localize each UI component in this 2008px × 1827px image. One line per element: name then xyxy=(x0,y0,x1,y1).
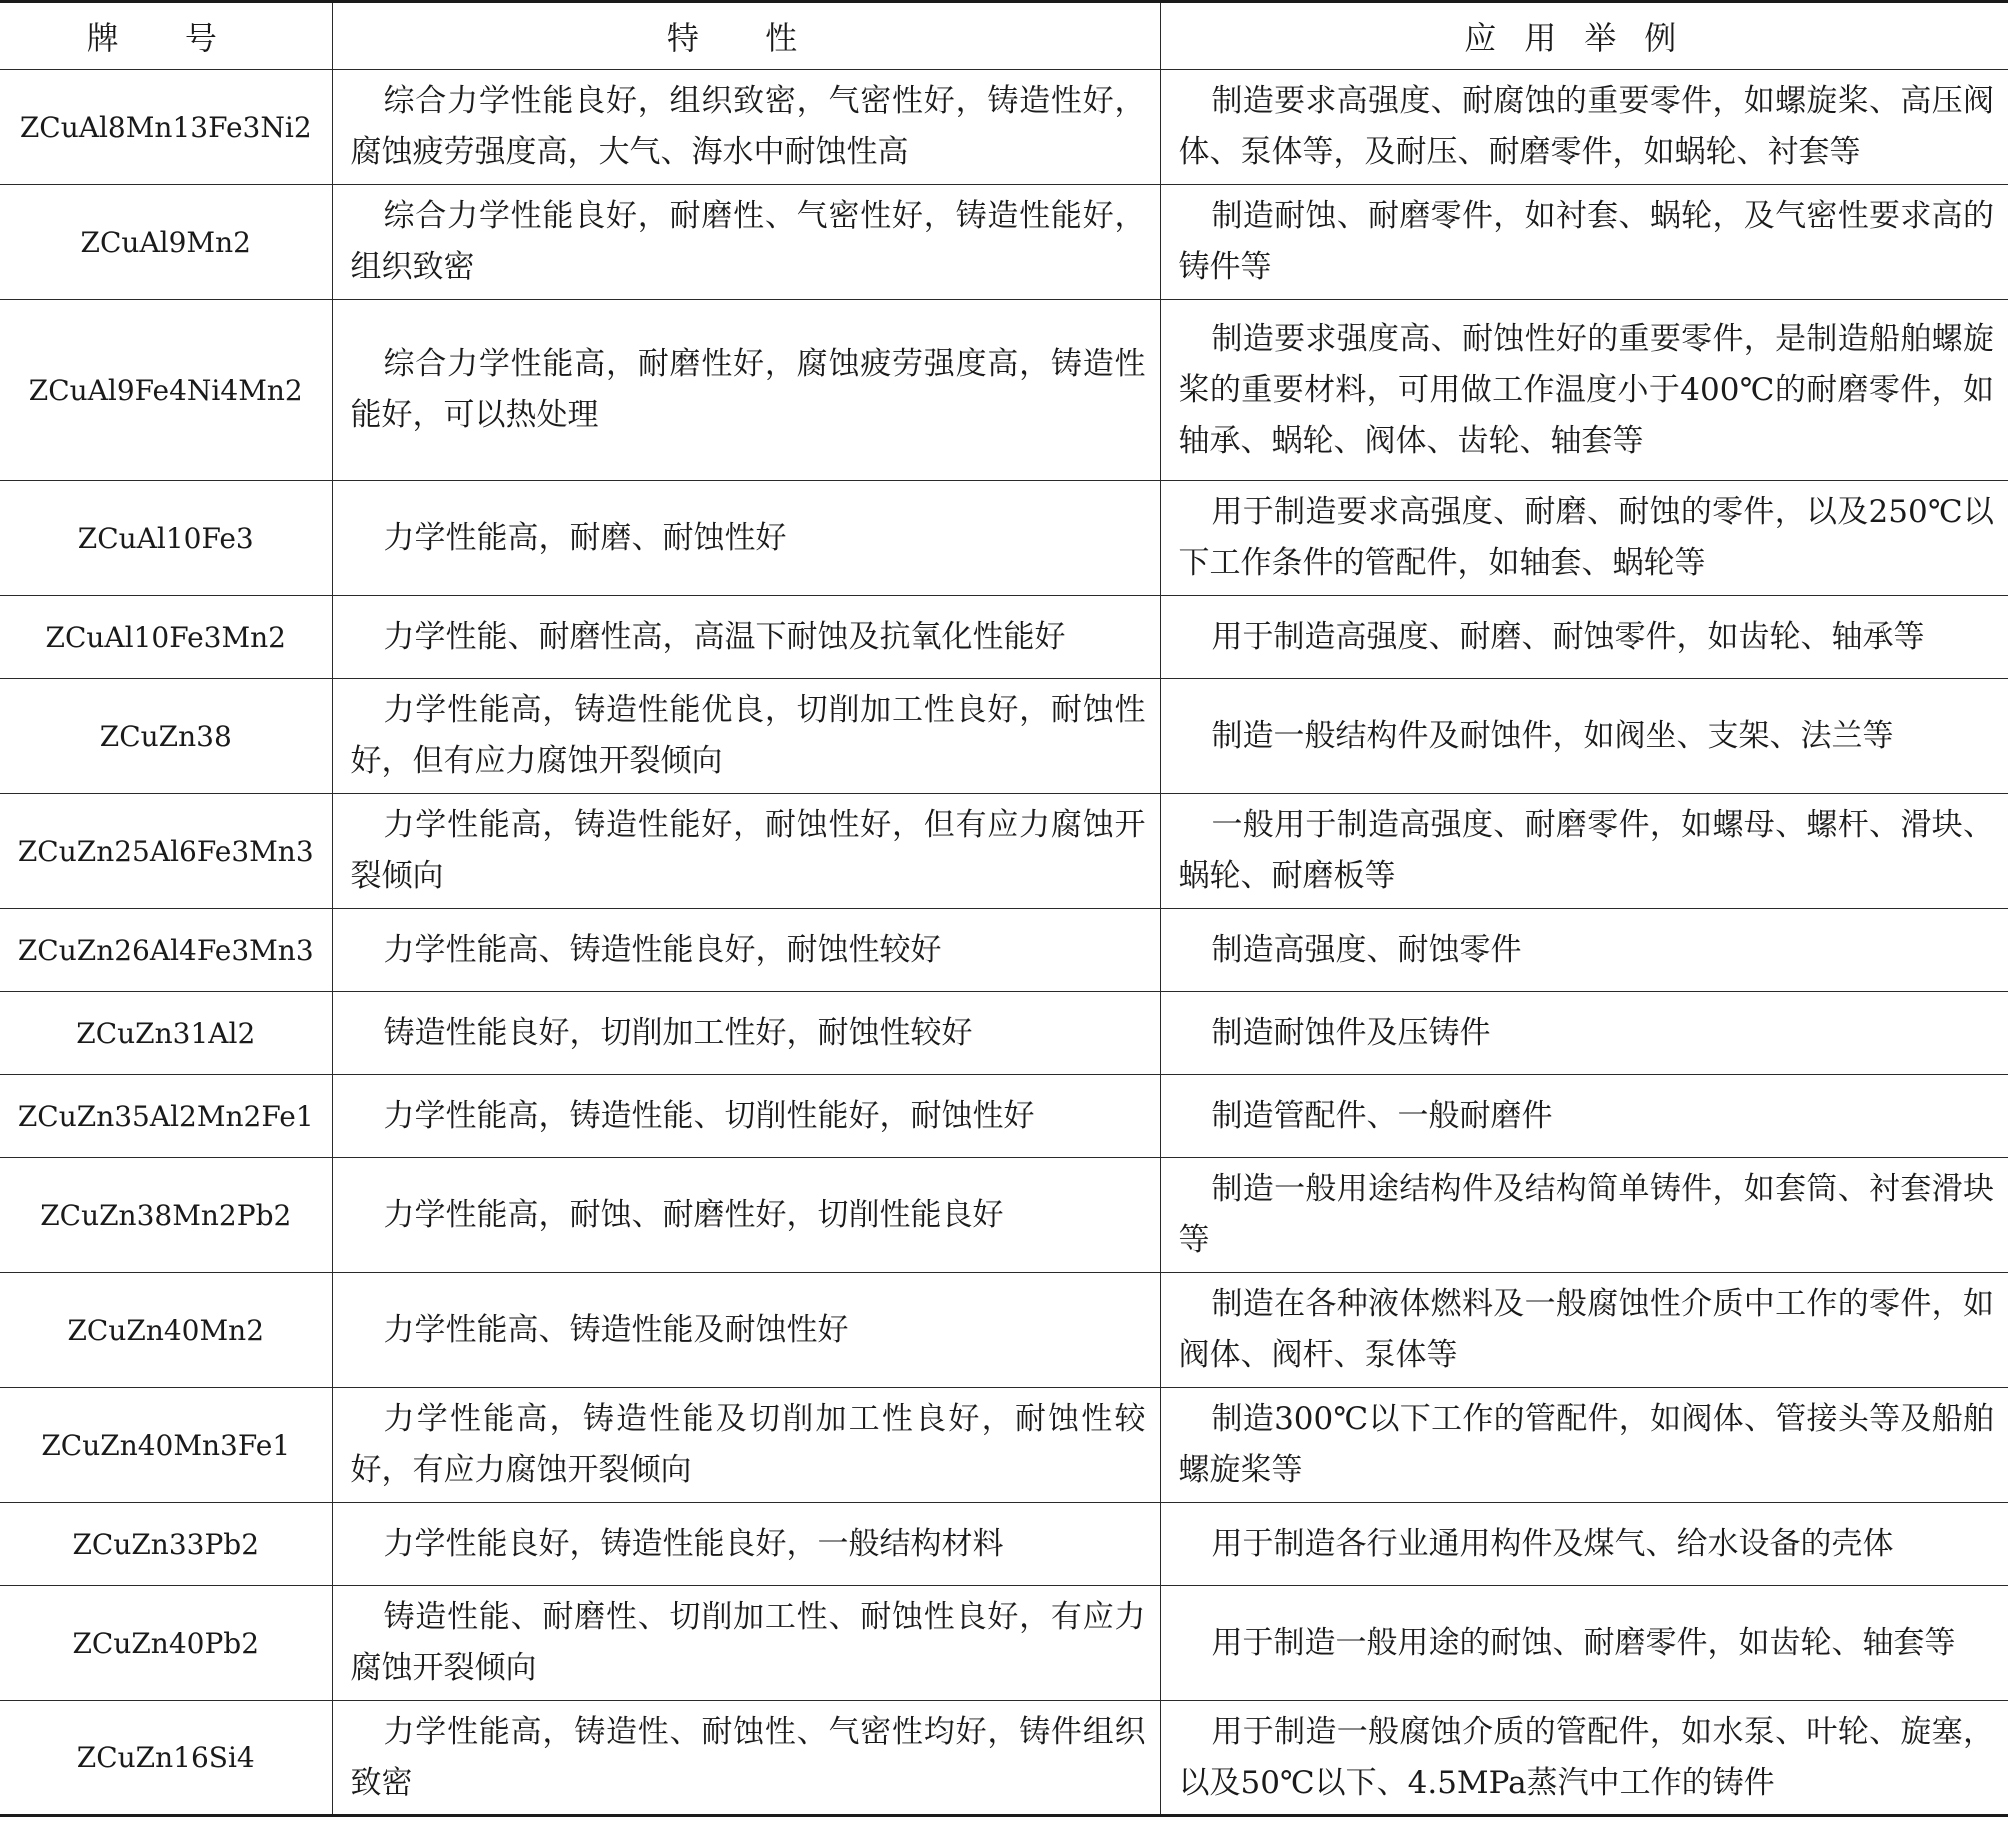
grade-cell: ZCuAl10Fe3 xyxy=(0,481,332,596)
grade-cell: ZCuZn25Al6Fe3Mn3 xyxy=(0,794,332,909)
grade-cell: ZCuZn31Al2 xyxy=(0,992,332,1075)
table-row xyxy=(0,300,2008,481)
properties-cell: 力学性能高，铸造性能及切削加工性良好，耐蚀性较好，有应力腐蚀开裂倾向 xyxy=(332,1388,1160,1503)
header-grade: 牌 号 xyxy=(0,2,332,70)
table-row xyxy=(0,1586,2008,1701)
header-row xyxy=(0,2,2008,70)
table-row xyxy=(0,70,2008,185)
table-body xyxy=(0,70,2008,1816)
applications-cell: 用于制造一般用途的耐蚀、耐磨零件，如齿轮、轴套等 xyxy=(1160,1586,2008,1701)
applications-cell: 用于制造一般腐蚀介质的管配件，如水泵、叶轮、旋塞，以及50℃以下、4.5MPa蒸汽中工作的铸件 xyxy=(1160,1701,2008,1816)
header-applications: 应用举例 xyxy=(1160,2,2008,70)
table-row xyxy=(0,1388,2008,1503)
properties-cell: 铸造性能、耐磨性、切削加工性、耐蚀性良好，有应力腐蚀开裂倾向 xyxy=(332,1586,1160,1701)
applications-cell: 用于制造要求高强度、耐磨、耐蚀的零件，以及250℃以下工作条件的管配件，如轴套、蜗轮等 xyxy=(1160,481,2008,596)
applications-cell: 制造300℃以下工作的管配件，如阀体、管接头等及船舶螺旋桨等 xyxy=(1160,1388,2008,1503)
applications-cell: 制造高强度、耐蚀零件 xyxy=(1160,909,2008,992)
table-row xyxy=(0,596,2008,679)
applications-cell: 制造要求高强度、耐腐蚀的重要零件，如螺旋桨、高压阀体、泵体等，及耐压、耐磨零件，如蜗轮、衬套等 xyxy=(1160,70,2008,185)
applications-cell: 制造一般结构件及耐蚀件，如阀坐、支架、法兰等 xyxy=(1160,679,2008,794)
table-row xyxy=(0,481,2008,596)
grade-cell: ZCuZn40Mn2 xyxy=(0,1273,332,1388)
table-row xyxy=(0,679,2008,794)
grade-cell: ZCuAl8Mn13Fe3Ni2 xyxy=(0,70,332,185)
applications-cell: 制造耐蚀件及压铸件 xyxy=(1160,992,2008,1075)
table-row xyxy=(0,992,2008,1075)
applications-cell: 制造在各种液体燃料及一般腐蚀性介质中工作的零件，如阀体、阀杆、泵体等 xyxy=(1160,1273,2008,1388)
applications-cell: 制造耐蚀、耐磨零件，如衬套、蜗轮，及气密性要求高的铸件等 xyxy=(1160,185,2008,300)
properties-cell: 铸造性能良好，切削加工性好，耐蚀性较好 xyxy=(332,992,1160,1075)
grade-cell: ZCuZn33Pb2 xyxy=(0,1503,332,1586)
properties-cell: 力学性能高、铸造性能良好，耐蚀性较好 xyxy=(332,909,1160,992)
properties-cell: 综合力学性能良好，耐磨性、气密性好，铸造性能好，组织致密 xyxy=(332,185,1160,300)
properties-cell: 综合力学性能高，耐磨性好，腐蚀疲劳强度高，铸造性能好，可以热处理 xyxy=(332,300,1160,481)
applications-cell: 制造管配件、一般耐磨件 xyxy=(1160,1075,2008,1158)
grade-cell: ZCuZn35Al2Mn2Fe1 xyxy=(0,1075,332,1158)
table-row xyxy=(0,1701,2008,1816)
properties-cell: 力学性能高，耐磨、耐蚀性好 xyxy=(332,481,1160,596)
grade-cell: ZCuZn40Pb2 xyxy=(0,1586,332,1701)
table-row xyxy=(0,185,2008,300)
grade-cell: ZCuZn40Mn3Fe1 xyxy=(0,1388,332,1503)
grade-cell: ZCuZn38 xyxy=(0,679,332,794)
properties-cell: 力学性能高，耐蚀、耐磨性好，切削性能良好 xyxy=(332,1158,1160,1273)
properties-cell: 力学性能良好，铸造性能良好，一般结构材料 xyxy=(332,1503,1160,1586)
properties-cell: 力学性能高、铸造性能及耐蚀性好 xyxy=(332,1273,1160,1388)
grade-cell: ZCuZn16Si4 xyxy=(0,1701,332,1816)
grade-cell: ZCuZn38Mn2Pb2 xyxy=(0,1158,332,1273)
table-row xyxy=(0,1503,2008,1586)
applications-cell: 制造一般用途结构件及结构简单铸件，如套筒、衬套滑块等 xyxy=(1160,1158,2008,1273)
properties-cell: 力学性能高，铸造性能好，耐蚀性好，但有应力腐蚀开裂倾向 xyxy=(332,794,1160,909)
properties-cell: 力学性能高，铸造性能优良，切削加工性良好，耐蚀性好，但有应力腐蚀开裂倾向 xyxy=(332,679,1160,794)
applications-cell: 用于制造各行业通用构件及煤气、给水设备的壳体 xyxy=(1160,1503,2008,1586)
table-row xyxy=(0,1273,2008,1388)
grade-cell: ZCuZn26Al4Fe3Mn3 xyxy=(0,909,332,992)
properties-cell: 力学性能高，铸造性、耐蚀性、气密性均好，铸件组织致密 xyxy=(332,1701,1160,1816)
grade-cell: ZCuAl9Mn2 xyxy=(0,185,332,300)
properties-cell: 力学性能、耐磨性高，高温下耐蚀及抗氧化性能好 xyxy=(332,596,1160,679)
table-row xyxy=(0,1158,2008,1273)
applications-cell: 制造要求强度高、耐蚀性好的重要零件，是制造船舶螺旋桨的重要材料，可用做工作温度小于400℃的耐磨零件，如轴承、蜗轮、阀体、齿轮、轴套等 xyxy=(1160,300,2008,481)
header-properties: 特 性 xyxy=(332,2,1160,70)
table-row xyxy=(0,1075,2008,1158)
applications-cell: 用于制造高强度、耐磨、耐蚀零件，如齿轮、轴承等 xyxy=(1160,596,2008,679)
grade-cell: ZCuAl9Fe4Ni4Mn2 xyxy=(0,300,332,481)
table-row xyxy=(0,794,2008,909)
table-row xyxy=(0,909,2008,992)
grade-cell: ZCuAl10Fe3Mn2 xyxy=(0,596,332,679)
table-header xyxy=(0,2,2008,70)
applications-cell: 一般用于制造高强度、耐磨零件，如螺母、螺杆、滑块、蜗轮、耐磨板等 xyxy=(1160,794,2008,909)
properties-cell: 力学性能高，铸造性能、切削性能好，耐蚀性好 xyxy=(332,1075,1160,1158)
properties-cell: 综合力学性能良好，组织致密，气密性好，铸造性好，腐蚀疲劳强度高，大气、海水中耐蚀性高 xyxy=(332,70,1160,185)
